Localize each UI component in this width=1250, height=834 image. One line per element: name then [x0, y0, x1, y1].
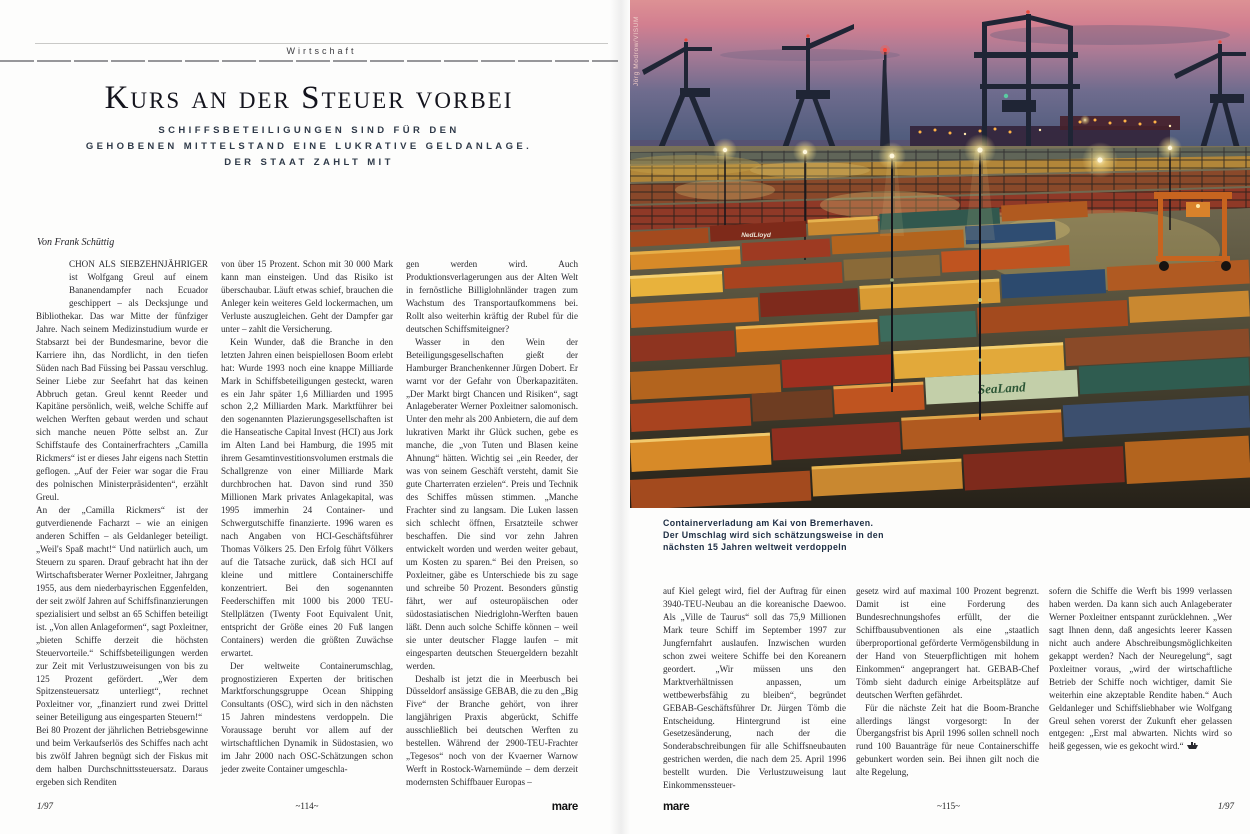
photo-caption-line: nächsten 15 Jahren weltweit verdoppeln: [663, 542, 847, 552]
magazine-logo: mare: [663, 801, 690, 813]
body-column-4: [663, 585, 846, 799]
sealand-container-logo: SeaLand: [977, 379, 1026, 397]
article-subtitle-line: DER STAAT ZAHLT MIT: [224, 157, 394, 168]
header-top-rule: [35, 43, 608, 44]
article-title: Kurs an der Steuer vorbei: [104, 80, 514, 116]
photo-credit: Jörg Modrow/VISUM: [633, 16, 640, 87]
article-subtitle-line: GEHOBENEN MITTELSTAND EINE LUKRATIVE GELDANLAGE.: [85, 141, 533, 152]
paragraph: Wasser in den Wein der Beteiligungsgesellschaften gießt der Hamburger Branchenkenner Jürgen Dobert. Er warnt vor der Gefahr von Überkapazitäten. „Der Markt birgt Chancen und Risiken“, sagt Anlageberater Werner Poxleitner salomonisch. Unter den mehr als 200 Anbietern, die auf dem lukrativen Markt ihr Glück suchen, gebe es manche, die „von Tuten und Blasen keine Ahnung“ hätten. Wichtig sei „ein Reeder, der was von seinem Geschäft versteht, damit Sie gute Charterraten erzielen“. Preis und Technik des Schiffes müssen stimmen. „Manche Frachter sind zu langsam. Die Luken lassen sich schlecht öffnen, Ersatzteile schwer beschaffen. Die sind vor zehn Jahren entwickelt worden und werden weiter gebaut, um Kosten zu sparen.“ Bei den Preisen, so Poxleitner, gäbe es Unterschiede bis zu sage und schreibe 50 Prozent. Besonders günstig fährt, wer auf osteuropäischen oder südostasiatischen Niedriglohn-Werften bauen läßt. Denn auch solche Schiffe können – weil sie unter deutscher Flagge laufen – mit eingesparten deutschen Steuergeldern bezahlt werden.: [406, 336, 578, 671]
paragraph: Deshalb ist jetzt die in Meerbusch bei Düsseldorf ansässige GEBAB, die zu den „Big Five“ der Branche gehört, von ihrer langjährigen Praxis abgerückt, Schiffe ausschließlich bei deutschen Werften zu bestellen. Während der 2900-TEU-Frachter „Tegesos“ noch von der Kvaerner Warnow Werft in Rostock-Warnemünde – dem derzeit modernsten Schiffbauer Europas –: [406, 673, 578, 788]
byline: Von Frank Schüttig: [37, 237, 115, 248]
paragraph: [1049, 585, 1232, 753]
body-column-3: [406, 258, 578, 798]
photo-caption-line: Containerverladung am Kai von Bremerhaven.: [663, 518, 874, 528]
body-column-5: [856, 585, 1039, 799]
paragraph: Für die nächste Zeit hat die Boom-Branche allerdings längst vorgesorgt: In der Übergangsfrist bis April 1996 sollen schnell noch rund 100 Bauanträge für neue Containerschiffe gebunkert worden sein. Bei ihnen gilt noch die alte Regelung,: [856, 702, 1039, 778]
paragraph: [36, 258, 208, 504]
photo-caption: [663, 517, 884, 553]
issue-number-right: 1/97: [1217, 801, 1234, 811]
paragraph: Bei 80 Prozent der jährlichen Betriebsgewinne und beim Verkaufserlös des Schiffes nach acht bis zwölf Jahren begnügt sich der Fiskus mit dem halben Durchschnittssteuersatz. Daraus ergeben sich Renditen: [36, 725, 208, 788]
issue-number-left: 1/97: [37, 801, 54, 811]
paragraph: gen werden wird. Auch Produktionsverlagerungen aus der Alten Welt in fernöstliche Billiglohnländer tragen zum Wachstum des Transportaufkommens bei. Rollt also weiterhin kräftig der Rubel für die deutschen Schiffsmiteigner?: [406, 259, 578, 334]
container-port-photo-graphic: [630, 0, 1250, 508]
body-column-6: [1049, 585, 1232, 799]
paragraph: gesetz wird auf maximal 100 Prozent begrenzt. Damit ist eine Forderung des Bundesrechnungshofes erfüllt, der die Schiffbausubventionen als eine „staatlich überproportional geförderte Vermögensbildung in der Hand von Steuerpflichtigen mit hohem Einkommen“ angeprangert hat. GEBAB-Chef Tömb sieht dadurch einige Arbeitsplätze auf deutschen Werften gefährdet.: [856, 586, 1039, 700]
section-label: Wirtschaft: [286, 46, 357, 56]
header-dashed-rule: [0, 60, 618, 62]
body-column-1: [36, 258, 208, 798]
page-gutter: [610, 0, 630, 834]
container-port-photo: [630, 0, 1250, 508]
paragraph: An der „Camilla Rickmers“ ist der gutverdienende Facharzt – wie an einigen anderen Schiffen – als Geldanleger beteiligt. „Weil's Spaß macht!“ Und natürlich auch, um Steuern zu sparen. Drauf gebracht hat ihn der Wirtschaftsberater Werner Poxleitner, Jahrgang 1955, aus dem niederbayrischen Eggenfelden, der seit zwölf Jahren auf Schiffsfinanzierungen spezialisiert und selbst an 65 Schiffen beteiligt ist. „Von allen Anlageformen“, sagt Poxleitner, „bieten Schiffe derzeit die höchsten Steuervorteile.“ Schiffsbeteiligungen werden zur Zeit mit Verlustzuweisungen von bis zu 125 Prozent gefördert. „Wer dem Spitzensteuersatz unterliegt“, rechnet Poxleitner vor, „finanziert rund zwei Drittel seiner Beteiligung aus eingesparten Steuern!“: [36, 505, 208, 723]
page-number-left: ~114~: [295, 801, 319, 811]
paragraph: auf Kiel gelegt wird, fiel der Auftrag für einen 3940-TEU-Neubau an die koreanische Daewoo. Als „Ville de Taurus“ soll das 75,9 Millionen Mark teure Schiff im September 1997 zur Jungfernfahrt auslaufen. Inzwischen wurden schon zwei weitere Schiffe bei den Koreanern geordert. „Wir müssen uns den Marktverhältnissen anpassen, um wettbewerbsfähig zu bleiben“, begründet GEBAB-Geschäftsführer Dr. Jürgen Tömb die Entscheidung. Hintergrund ist eine Gesetzesänderung, nach der die Sonderabschreibungen für alle Schiffsneubauten gestrichen werden, die nach dem 25. April 1996 bestellt wurden. Die Verlustzuweisung laut Einkommenssteuer-: [663, 586, 846, 791]
page-number-right: ~115~: [937, 801, 960, 811]
paragraph: von über 15 Prozent. Schon mit 30 000 Mark kann man einsteigen. Und das Risiko ist überschaubar. Läuft etwas schief, brauchen die Anleger kein weiteres Geld lockermachen, um Verluste auszugleichen. Geht der Dampfer gar unter – zahlt die Versicherung.: [221, 259, 393, 334]
end-of-article-ship-icon: [1187, 740, 1198, 753]
dropcap-space: [36, 258, 69, 298]
photo-caption-line: Der Umschlag wird sich schätzungsweise in den: [663, 530, 884, 540]
paragraph: Kein Wunder, daß die Branche in den letzten Jahren einen beispiellosen Boom erlebt hat: Wurde 1993 noch eine knappe Milliarde Mark in Schiffsbeteiligungen gesteckt, waren es ein Jahr später 1,6 Milliarden und 1995 schon 2,2 Milliarden Mark. Marktführer bei den sogenannten Plazierungsgesellschaften ist die Hanseatische Capital Invest (HCI) aus Jork im Alten Land bei Hamburg, die 1995 mit ihrem Gesamtinvestitionsvolumen erstmals die Schallgrenze von einer Milliarde Mark durchbrochen hat. Davon sind rund 350 Millionen Mark privates Anlagekapital, was 1995 immerhin 24 Container- und Schwergutschiffe finanzierte. 1996 waren es nach Angaben von HCI-Geschäftsführer Thomas Völkers 25. Den Erfolg führt Völkers auf die Tatsache zurück, daß sich HCI auf kleine und mittlere Containerschiffe konzentriert. Bei den sogenannten Feederschiffen mit 1000 bis 2000 TEU-Stellplätzen (Twenty Foot Equivalent Unit, entspricht der Größe eines 20 Fuß langen Containers) werden die größten Zuwächse erwartet.: [221, 336, 393, 658]
paragraph-text: CHON ALS SIEBZEHNJÄHRIGER ist Wolfgang Greul auf einem Bananendampfer nach Ecuador geschippert – als Decksjunge und Bibliothekar. Das war Mitte der fünfziger Jahre. Nach seinem Medizinstudium wurde er Stabsarzt bei der Bundesmarine, bevor die Karriere ihn, das Nordlicht, in den tiefen Süden nach Bad Füssing bei Passau verschlug. Seiner Liebe zur Seefahrt hat das keinen Abbruch getan. Greul kennt Reeder und Kapitäne persönlich, weiß, welche Schiffe auf welchen Werften gebaut werden und schaut sich manche neuen Pötte selbst an. Zur Schiffstaufe des Containerfrachters „Camilla Rickmers“ ist er dieses Jahr eigens nach Stettin geflogen. „Auf der Feier war sogar die Frau des polnischen Ministerpräsidenten“, erzählt Greul.: [36, 259, 208, 503]
article-subtitle-line: SCHIFFSBETEILIGUNGEN SIND FÜR DEN: [158, 125, 460, 136]
body-column-2: [221, 258, 393, 798]
article-subtitle: [0, 123, 618, 171]
magazine-logo: mare: [551, 801, 578, 813]
paragraph-text: sofern die Schiffe die Werft bis 1999 verlassen haben werden. Da kann sich auch Anlageberater Werner Poxleitner entspannt zurücklehnen. „Wer sagt Ihnen denn, daß angesichts leerer Kassen nicht auch andere Abschreibungsmöglichkeiten gekappt werden? Nach der Neuregelung“, sagt Poxleitner voraus, „wird der wirtschaftliche Betrieb der Schiffe noch wichtiger, damit Sie weiterhin eine akzeptable Rendite haben.“ Auch Geldanleger und Schiffsliebhaber wie Wolfgang Greul sehen vorerst der Zukunft eher gelassen entgegen: „Erst mal abwarten. Nichts wird so heiß gegessen, wie es gekocht wird.“: [1049, 586, 1232, 752]
nedlloyd-container-logo: NedLloyd: [741, 232, 771, 239]
paragraph: Der weltweite Containerumschlag, prognostizieren Experten der britischen Marktforschungsgruppe Ocean Shipping Consultants (OSC), wird sich in den nächsten 15 Jahren mindestens verdoppeln. Die Voraussage beruht vor allem auf der wirtschaftlichen Dynamik in Südostasien, wo im Jahr 2000 nach OSC-Schätzungen schon jeder zweite Container umgeschla-: [221, 660, 393, 775]
